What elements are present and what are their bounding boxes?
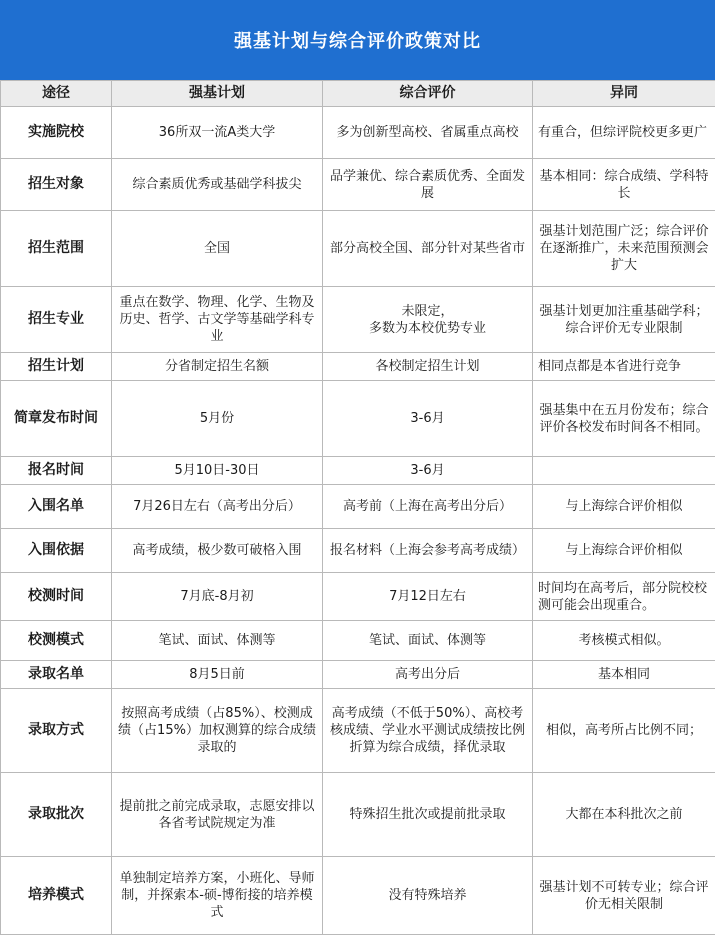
cell-diff: 基本相同 — [533, 661, 715, 689]
row-label: 简章发布时间 — [1, 381, 112, 457]
cell-zonghe: 各校制定招生计划 — [323, 353, 533, 381]
cell-diff: 强基计划范围广泛；综合评价在逐渐推广，未来范围预测会扩大 — [533, 211, 715, 287]
table-row — [1, 159, 715, 211]
cell-zonghe: 品学兼优、综合素质优秀、全面发展 — [323, 159, 533, 211]
cell-diff: 强基集中在五月份发布；综合评价各校发布时间各不相同。 — [533, 381, 715, 457]
cell-diff: 与上海综合评价相似 — [533, 485, 715, 529]
cell-zonghe: 高考前（上海在高考出分后） — [323, 485, 533, 529]
cell-qiangji: 单独制定培养方案，小班化、导师制，并探索本-硕-博衔接的培养模式 — [112, 857, 323, 935]
cell-qiangji: 按照高考成绩（占85%）、校测成绩（占15%）加权测算的综合成绩录取的 — [112, 689, 323, 773]
table-row — [1, 661, 715, 689]
table-row — [1, 381, 715, 457]
table-body — [1, 107, 715, 935]
row-label: 录取方式 — [1, 689, 112, 773]
cell-qiangji: 笔试、面试、体测等 — [112, 621, 323, 661]
row-label: 招生计划 — [1, 353, 112, 381]
table-row — [1, 353, 715, 381]
row-label: 培养模式 — [1, 857, 112, 935]
row-label: 入围依据 — [1, 529, 112, 573]
cell-qiangji: 5月份 — [112, 381, 323, 457]
header-diff: 异同 — [533, 81, 715, 107]
cell-zonghe: 高考成绩（不低于50%）、高校考核成绩、学业水平测试成绩按比例折算为综合成绩，择优录取 — [323, 689, 533, 773]
cell-diff: 与上海综合评价相似 — [533, 529, 715, 573]
cell-zonghe: 3-6月 — [323, 457, 533, 485]
cell-qiangji: 7月底-8月初 — [112, 573, 323, 621]
table-row — [1, 773, 715, 857]
comparison-table — [0, 80, 715, 935]
row-label: 招生对象 — [1, 159, 112, 211]
cell-zonghe: 特殊招生批次或提前批录取 — [323, 773, 533, 857]
cell-qiangji: 8月5日前 — [112, 661, 323, 689]
cell-diff: 强基计划不可转专业；综合评价无相关限制 — [533, 857, 715, 935]
cell-diff: 相同点都是本省进行竞争 — [533, 353, 715, 381]
cell-zonghe: 7月12日左右 — [323, 573, 533, 621]
cell-diff — [533, 457, 715, 485]
cell-zonghe: 多为创新型高校、省属重点高校 — [323, 107, 533, 159]
cell-zonghe: 未限定， 多数为本校优势专业 — [323, 287, 533, 353]
cell-zonghe: 部分高校全国、部分针对某些省市 — [323, 211, 533, 287]
row-label: 校测时间 — [1, 573, 112, 621]
page-title: 强基计划与综合评价政策对比 — [0, 0, 715, 80]
cell-diff: 相似，高考所占比例不同； — [533, 689, 715, 773]
cell-diff: 考核模式相似。 — [533, 621, 715, 661]
cell-diff: 基本相同：综合成绩、学科特长 — [533, 159, 715, 211]
table-row — [1, 211, 715, 287]
header-path: 途径 — [1, 81, 112, 107]
cell-qiangji: 高考成绩，极少数可破格入围 — [112, 529, 323, 573]
table-row — [1, 529, 715, 573]
row-label: 报名时间 — [1, 457, 112, 485]
cell-qiangji: 提前批之前完成录取，志愿安排以各省考试院规定为准 — [112, 773, 323, 857]
table-row — [1, 107, 715, 159]
cell-diff: 有重合，但综评院校更多更广 — [533, 107, 715, 159]
table-row — [1, 573, 715, 621]
cell-qiangji: 36所双一流A类大学 — [112, 107, 323, 159]
cell-zonghe: 报名材料（上海会参考高考成绩） — [323, 529, 533, 573]
cell-zonghe: 3-6月 — [323, 381, 533, 457]
cell-diff: 时间均在高考后，部分院校校测可能会出现重合。 — [533, 573, 715, 621]
table-row — [1, 621, 715, 661]
cell-diff: 强基计划更加注重基础学科；综合评价无专业限制 — [533, 287, 715, 353]
cell-zonghe: 笔试、面试、体测等 — [323, 621, 533, 661]
row-label: 招生专业 — [1, 287, 112, 353]
row-label: 招生范围 — [1, 211, 112, 287]
cell-qiangji: 全国 — [112, 211, 323, 287]
cell-qiangji: 综合素质优秀或基础学科拔尖 — [112, 159, 323, 211]
row-label: 入围名单 — [1, 485, 112, 529]
table-row — [1, 485, 715, 529]
header-zonghe: 综合评价 — [323, 81, 533, 107]
cell-qiangji: 5月10日-30日 — [112, 457, 323, 485]
table-row — [1, 857, 715, 935]
cell-diff: 大都在本科批次之前 — [533, 773, 715, 857]
row-label: 录取批次 — [1, 773, 112, 857]
table-row — [1, 287, 715, 353]
cell-qiangji: 7月26日左右（高考出分后） — [112, 485, 323, 529]
row-label: 录取名单 — [1, 661, 112, 689]
row-label: 实施院校 — [1, 107, 112, 159]
cell-qiangji: 分省制定招生名额 — [112, 353, 323, 381]
cell-zonghe: 高考出分后 — [323, 661, 533, 689]
header-qiangji: 强基计划 — [112, 81, 323, 107]
cell-qiangji: 重点在数学、物理、化学、生物及历史、哲学、古文学等基础学科专业 — [112, 287, 323, 353]
row-label: 校测模式 — [1, 621, 112, 661]
table-row — [1, 689, 715, 773]
header-row — [1, 81, 715, 107]
cell-zonghe: 没有特殊培养 — [323, 857, 533, 935]
table-row — [1, 457, 715, 485]
